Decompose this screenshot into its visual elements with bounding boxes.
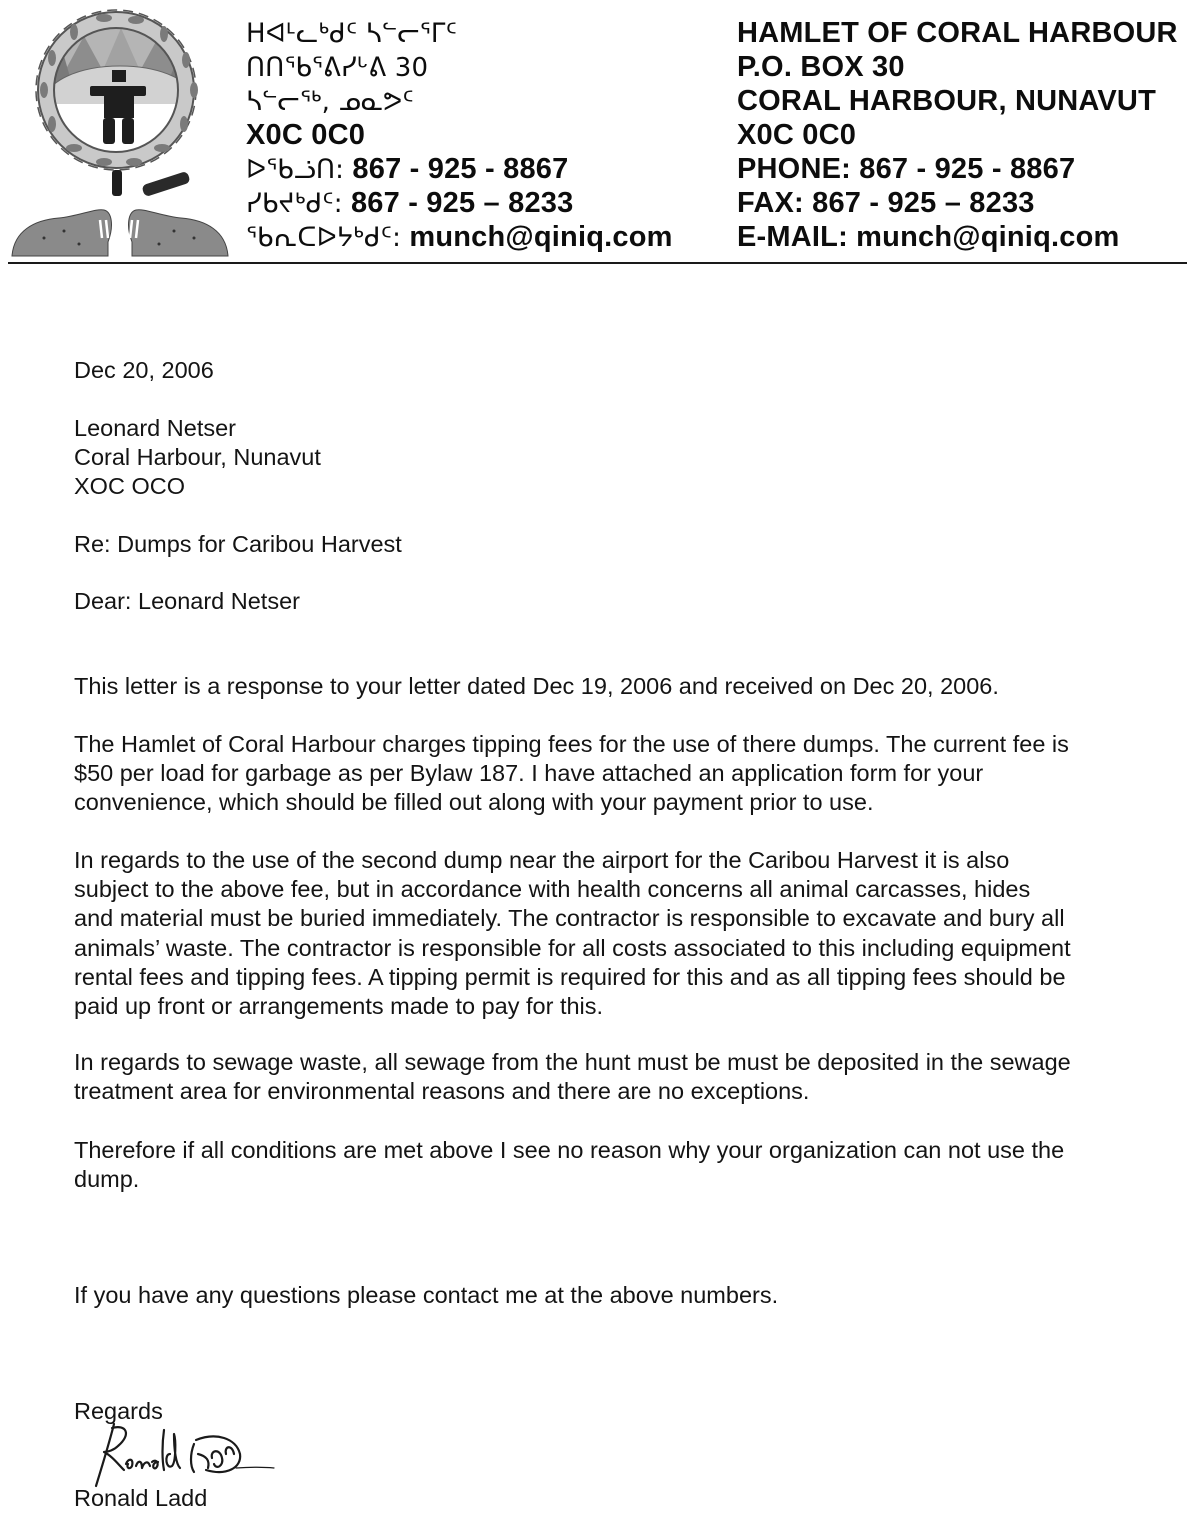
letterhead-divider — [8, 262, 1187, 264]
letterhead — [0, 0, 1187, 266]
paragraph-3 — [74, 846, 1071, 1021]
paragraph-6 — [74, 1281, 778, 1310]
paragraph-line: If you have any questions please contact me at the above numbers. — [74, 1282, 779, 1308]
paragraph-line: paid up front or arrangements made to pay for this. — [74, 993, 604, 1020]
inuktitut-email-label: ᖃᕆᑕᐅᔭᒃᑯᑦ: — [246, 223, 402, 253]
paragraph-5 — [74, 1136, 1064, 1194]
inuktitut-address-block — [246, 16, 673, 254]
paragraph-line: In regards to sewage waste, all sewage from the hunt must be must be deposited in the sewage — [74, 1049, 1071, 1075]
inuktitut-phone-label: ᐅᖃᓘᑎ: — [246, 155, 345, 185]
paragraph-line: This letter is a response to your letter dated Dec 19, 2006 and received on Dec 20, 2006. — [74, 673, 999, 699]
paragraph-line: subject to the above fee, but in accordance with health concerns all animal carcasses, hides — [74, 876, 1031, 903]
paragraph-2 — [74, 730, 1069, 818]
salutation: Dear: Leonard Netser — [74, 588, 300, 614]
paragraph-line: convenience, which should be filled out along with your payment prior to use. — [74, 789, 874, 816]
email-address: E-MAIL: munch@qiniq.com — [737, 221, 1120, 253]
inuktitut-phone-number: 867 - 925 - 8867 — [352, 153, 569, 185]
postal-code: X0C 0C0 — [737, 119, 857, 151]
place: CORAL HARBOUR, NUNAVUT — [737, 85, 1156, 117]
english-address-block — [737, 16, 1178, 254]
paragraph-line: Therefore if all conditions are met above I see no reason why your organization can not use the — [74, 1137, 1065, 1163]
po-box: P.O. BOX 30 — [737, 51, 905, 83]
hamlet-crest-logo-icon — [4, 6, 236, 264]
subject-line: Re: Dumps for Caribou Harvest — [74, 531, 402, 557]
paragraph-4 — [74, 1048, 1071, 1106]
inuktitut-fax-number: 867 - 925 – 8233 — [350, 187, 574, 219]
inuktitut-box: ᑎᑎᖃᕐᕕᓯᒡᕕ 30 — [246, 53, 429, 83]
paragraph-line: treatment area for environmental reasons and there are no exceptions. — [74, 1078, 810, 1105]
paragraph-1 — [74, 672, 999, 701]
hamlet-name: HAMLET OF CORAL HARBOUR — [737, 17, 1178, 49]
signer-name: Ronald Ladd — [74, 1485, 208, 1511]
paragraph-line: $50 per load for garbage as per Bylaw 187. I have attached an application form for your — [74, 760, 984, 787]
handwritten-signature-icon — [86, 1420, 276, 1490]
paragraph-line: In regards to the use of the second dump near the airport for the Caribou Harvest it is also — [74, 847, 1010, 873]
inuktitut-postal-code: X0C 0C0 — [246, 119, 366, 151]
inuktitut-place: ᓴᓪᓕᖅ, ᓄᓇᕗᑦ — [246, 87, 414, 117]
paragraph-line: and material must be buried immediately. The contractor is responsible to excavate and bury all — [74, 905, 1065, 932]
recipient-postal: XOC OCO — [74, 473, 185, 499]
recipient-name: Leonard Netser — [74, 415, 236, 441]
paragraph-line: rental fees and tipping fees. A tipping permit is required for this and as all tipping fees should be — [74, 963, 1066, 990]
letter-date: Dec 20, 2006 — [74, 357, 214, 383]
inuktitut-email: munch@qiniq.com — [409, 221, 673, 253]
closing: Regards — [74, 1398, 163, 1424]
inuktitut-hamlet-name: ᕼᐊᒻᓚᒃᑯᑦ ᓴᓪᓕᕐᒥᑦ — [246, 19, 458, 49]
phone-number: PHONE: 867 - 925 - 8867 — [737, 153, 1076, 185]
paragraph-line: The Hamlet of Coral Harbour charges tipping fees for the use of there dumps. The current fee is — [74, 731, 1069, 757]
paragraph-line: dump. — [74, 1166, 140, 1193]
recipient-city: Coral Harbour, Nunavut — [74, 444, 321, 470]
paragraph-line: animals’ waste. The contractor is responsible for all costs associated to this including equipment — [74, 934, 1071, 961]
inuktitut-fax-label: ᓯᑲᔪᒃᑯᑦ: — [246, 189, 343, 219]
fax-number: FAX: 867 - 925 – 8233 — [737, 187, 1035, 219]
